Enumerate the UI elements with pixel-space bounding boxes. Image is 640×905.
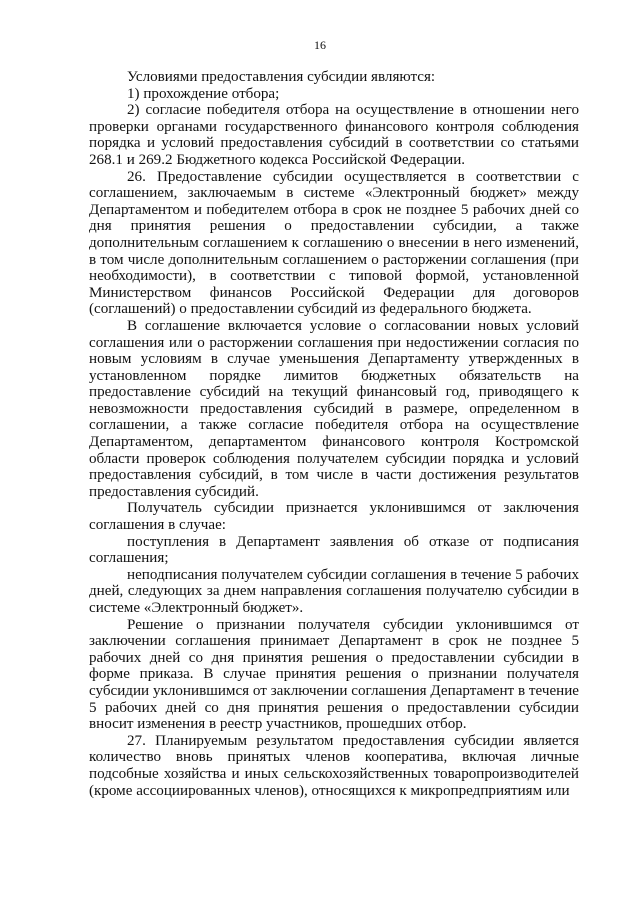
paragraph-condition-1: 1) прохождение отбора; [127,85,280,102]
paragraph-clause-26: 26. Предоставление субсидии осуществляется в соответствии с соглашением, заключаемым в системе «Электронный бюджет» между Департаментом и победителем отбора в срок не позднее 5 рабочих дней со дня принятия решения о предоставлении субсидии, а также дополнительным соглашением к соглашению о внесении в него изменений, в том числе дополнительным соглашением о расторжении соглашения (при необходимости), в соответствии с типовой формой, установленной Министерством финансов Российской Федерации для договоров (соглашений) о предоставлении субсидий из федерального бюджета. [89,168,579,318]
paragraph-evasion-case-1: поступления в Департамент заявления об отказе от подписания соглашения; [89,533,579,567]
paragraph-condition-2: 2) согласие победителя отбора на осуществление в отношении него проверки органами государственного финансового контроля соблюдения порядка и условий предоставления субсидий в соответствии со статьями 268.1 и 269.2 Бюджетного кодекса Российской Федерации. [89,102,579,168]
paragraph-conditions-intro: Условиями предоставления субсидии являются: [127,69,436,85]
paragraph-evasion-case-2: неподписания получателем субсидии соглашения в течение 5 рабочих дней, следующих за днем направления соглашения получателю субсидии в системе «Электронный бюджет». [89,566,579,616]
paragraph-evasion-intro: Получатель субсидии признается уклонившимся от заключения соглашения в случае: [89,500,579,534]
paragraph-agreement-terms: В соглашение включается условие о согласовании новых условий соглашения или о расторжении соглашения при недостижении согласия по новым условиям в случае уменьшения Департаменту утвержденных в установленном порядке лимитов бюджетных обязательств на предоставление субсидий на текущий финансовый год, приводящего к невозможности предоставления субсидий в размере, определенном в соглашении, а также согласие победителя отбора на осуществление Департаментом, департаментом финансового контроля Костромской области проверок соблюдения получателем субсидии порядка и условий предоставления субсидий, в том числе в части достижения результатов предоставления субсидий. [89,317,579,500]
page-number: 16 [314,38,326,52]
paragraph-evasion-decision: Решение о признании получателя субсидии уклонившимся от заключении соглашения принимает Департамент в срок не позднее 5 рабочих дней со дня принятия решения о предоставлении субсидии в форме приказа. В случае принятия решения о признании получателя субсидии уклонившимся от заключении соглашения Департамент в течение 5 рабочих дней со дня принятия решения о предоставлении субсидии вносит изменения в реестр участников, прошедших отбор. [89,616,579,733]
document-body [89,69,579,799]
paragraph-clause-27: 27. Планируемым результатом предоставления субсидии является количество вновь принятых членов кооператива, включая личные подсобные хозяйства и иных сельскохозяйственных товаропроизводителей (кроме ассоциированных членов), относящихся к микропредприятиям или [89,732,579,799]
